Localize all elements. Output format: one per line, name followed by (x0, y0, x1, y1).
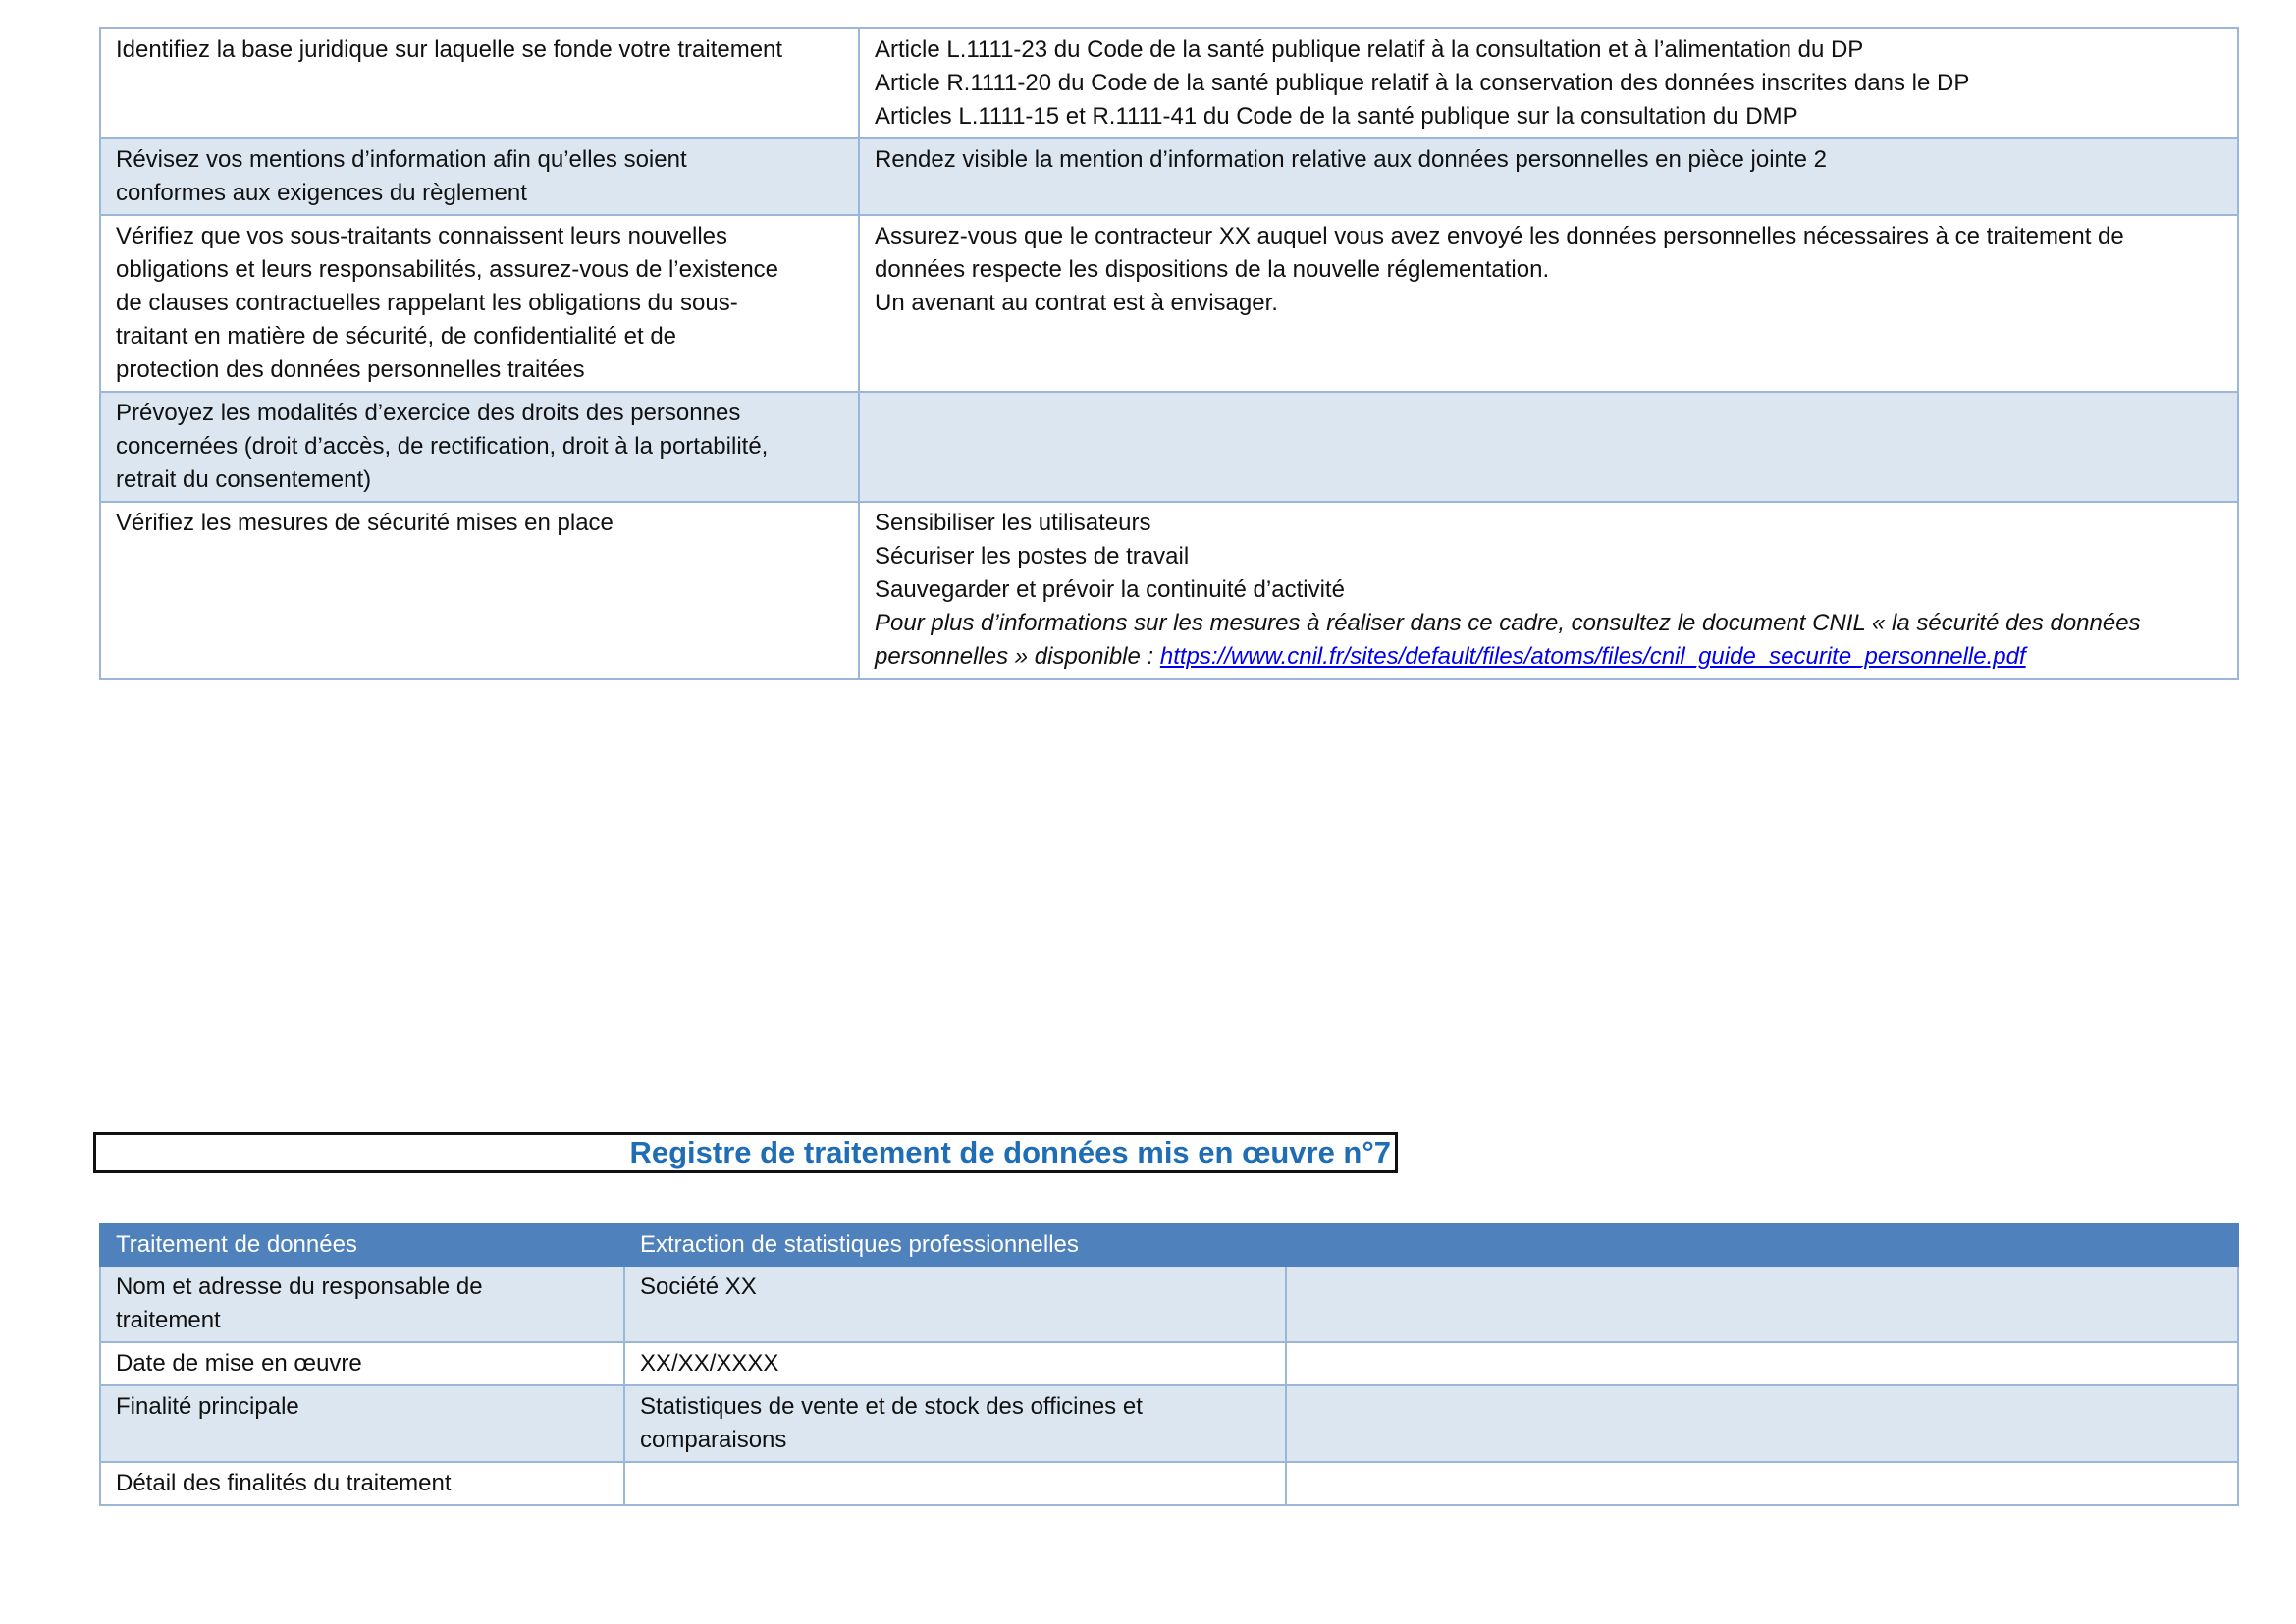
cnil-note-prefix: personnelles » disponible : (875, 643, 1160, 670)
cnil-note-line (875, 640, 2222, 674)
answer-text: Sauvegarder et prévoir la continuité d’activité (875, 576, 1345, 603)
gdpr-checklist-table (99, 27, 2239, 680)
register-extra-cell (1286, 1266, 2238, 1342)
register-value-text: XX/XX/XXXX (640, 1350, 779, 1377)
register-label-cell (100, 1266, 624, 1342)
question-text: Prévoyez les modalités d’exercice des droits des personnes (116, 400, 741, 426)
table-row (100, 28, 2238, 138)
table-row (100, 138, 2238, 215)
question-text: Identifiez la base juridique sur laquelle se fonde votre traitement (116, 36, 783, 63)
answer-text: données respecte les dispositions de la nouvelle réglementation. (875, 256, 1550, 283)
register-label-text: Nom et adresse du responsable de (116, 1273, 483, 1300)
checklist-answer-cell (859, 502, 2238, 679)
register-extra-cell (1286, 1385, 2238, 1462)
register-label-text: Date de mise en œuvre (116, 1350, 362, 1377)
table-row (100, 1342, 2238, 1385)
register-table (99, 1223, 2239, 1506)
register-value-cell (624, 1266, 1286, 1342)
checklist-question-cell (100, 28, 859, 138)
answer-text: Un avenant au contrat est à envisager. (875, 290, 1278, 316)
register-label-cell (100, 1385, 624, 1462)
checklist-question-cell (100, 392, 859, 502)
register-value-cell (624, 1342, 1286, 1385)
answer-text: Sécuriser les postes de travail (875, 543, 1190, 569)
register-value-text: comparaisons (640, 1427, 787, 1453)
question-text: protection des données personnelles traitées (116, 356, 585, 383)
cnil-guide-link[interactable]: https://www.cnil.fr/sites/default/files/atoms/files/cnil_guide_securite_personnelle.pdf (1159, 643, 2026, 670)
question-text: Vérifiez que vos sous-traitants connaissent leurs nouvelles (116, 223, 727, 249)
checklist-answer-cell (859, 215, 2238, 392)
question-text: Révisez vos mentions d’information afin qu’elles soient (116, 146, 687, 173)
question-text: traitant en matière de sécurité, de confidentialité et de (116, 323, 677, 350)
header-value-text: Extraction de statistiques professionnelles (640, 1231, 1079, 1258)
checklist-answer-cell (859, 28, 2238, 138)
checklist-question-cell (100, 215, 859, 392)
question-text: conformes aux exigences du règlement (116, 180, 527, 206)
table-row (100, 215, 2238, 392)
answer-text: Article L.1111-23 du Code de la santé publique relatif à la consultation et à l’alimentation du DP (875, 36, 1864, 63)
question-text: Vérifiez les mesures de sécurité mises en place (116, 510, 614, 536)
answer-text: Rendez visible la mention d’information relative aux données personnelles en pièce jointe 2 (875, 146, 1827, 173)
register-label-text: traitement (116, 1307, 221, 1333)
register-label-cell (100, 1462, 624, 1505)
answer-text: Articles L.1111-15 et R.1111-41 du Code de la santé publique sur la consultation du DMP (875, 103, 1798, 130)
table-row (100, 1462, 2238, 1505)
register-value-text: Statistiques de vente et de stock des officines et (640, 1393, 1143, 1420)
register-label-text: Finalité principale (116, 1393, 299, 1420)
checklist-question-cell (100, 502, 859, 679)
table-row (100, 1385, 2238, 1462)
question-text: concernées (droit d’accès, de rectification, droit à la portabilité, (116, 433, 769, 460)
table-row (100, 502, 2238, 679)
answer-text: Sensibiliser les utilisateurs (875, 510, 1151, 536)
header-label-text: Traitement de données (116, 1231, 357, 1258)
table-row (100, 1266, 2238, 1342)
register-value-text: Société XX (640, 1273, 757, 1300)
cnil-note-text: Pour plus d’informations sur les mesures à réaliser dans ce cadre, consultez le document CNIL « la sécurité des données (875, 610, 2141, 636)
answer-text: Article R.1111-20 du Code de la santé publique relatif à la conservation des données inscrites dans le DP (875, 70, 1970, 96)
checklist-answer-cell (859, 138, 2238, 215)
register-value-cell (624, 1385, 1286, 1462)
register-title: Registre de traitement de données mis en œuvre n°7 (629, 1135, 1391, 1169)
checklist-question-cell (100, 138, 859, 215)
question-text: de clauses contractuelles rappelant les obligations du sous- (116, 290, 738, 316)
register-header-row (100, 1224, 2238, 1266)
register-label-cell (100, 1342, 624, 1385)
register-extra-cell (1286, 1342, 2238, 1385)
register-header-value (624, 1224, 2238, 1266)
register-title-box (93, 1132, 1398, 1173)
checklist-answer-cell-empty (859, 392, 2238, 502)
table-row (100, 392, 2238, 502)
register-value-cell-empty (624, 1462, 1286, 1505)
register-extra-cell (1286, 1462, 2238, 1505)
register-label-text: Détail des finalités du traitement (116, 1470, 452, 1496)
question-text: retrait du consentement) (116, 466, 372, 493)
answer-text: Assurez-vous que le contracteur XX auquel vous avez envoyé les données personnelles nécessaires à ce traitement de (875, 223, 2124, 249)
register-header-label (100, 1224, 624, 1266)
question-text: obligations et leurs responsabilités, assurez-vous de l’existence (116, 256, 779, 283)
